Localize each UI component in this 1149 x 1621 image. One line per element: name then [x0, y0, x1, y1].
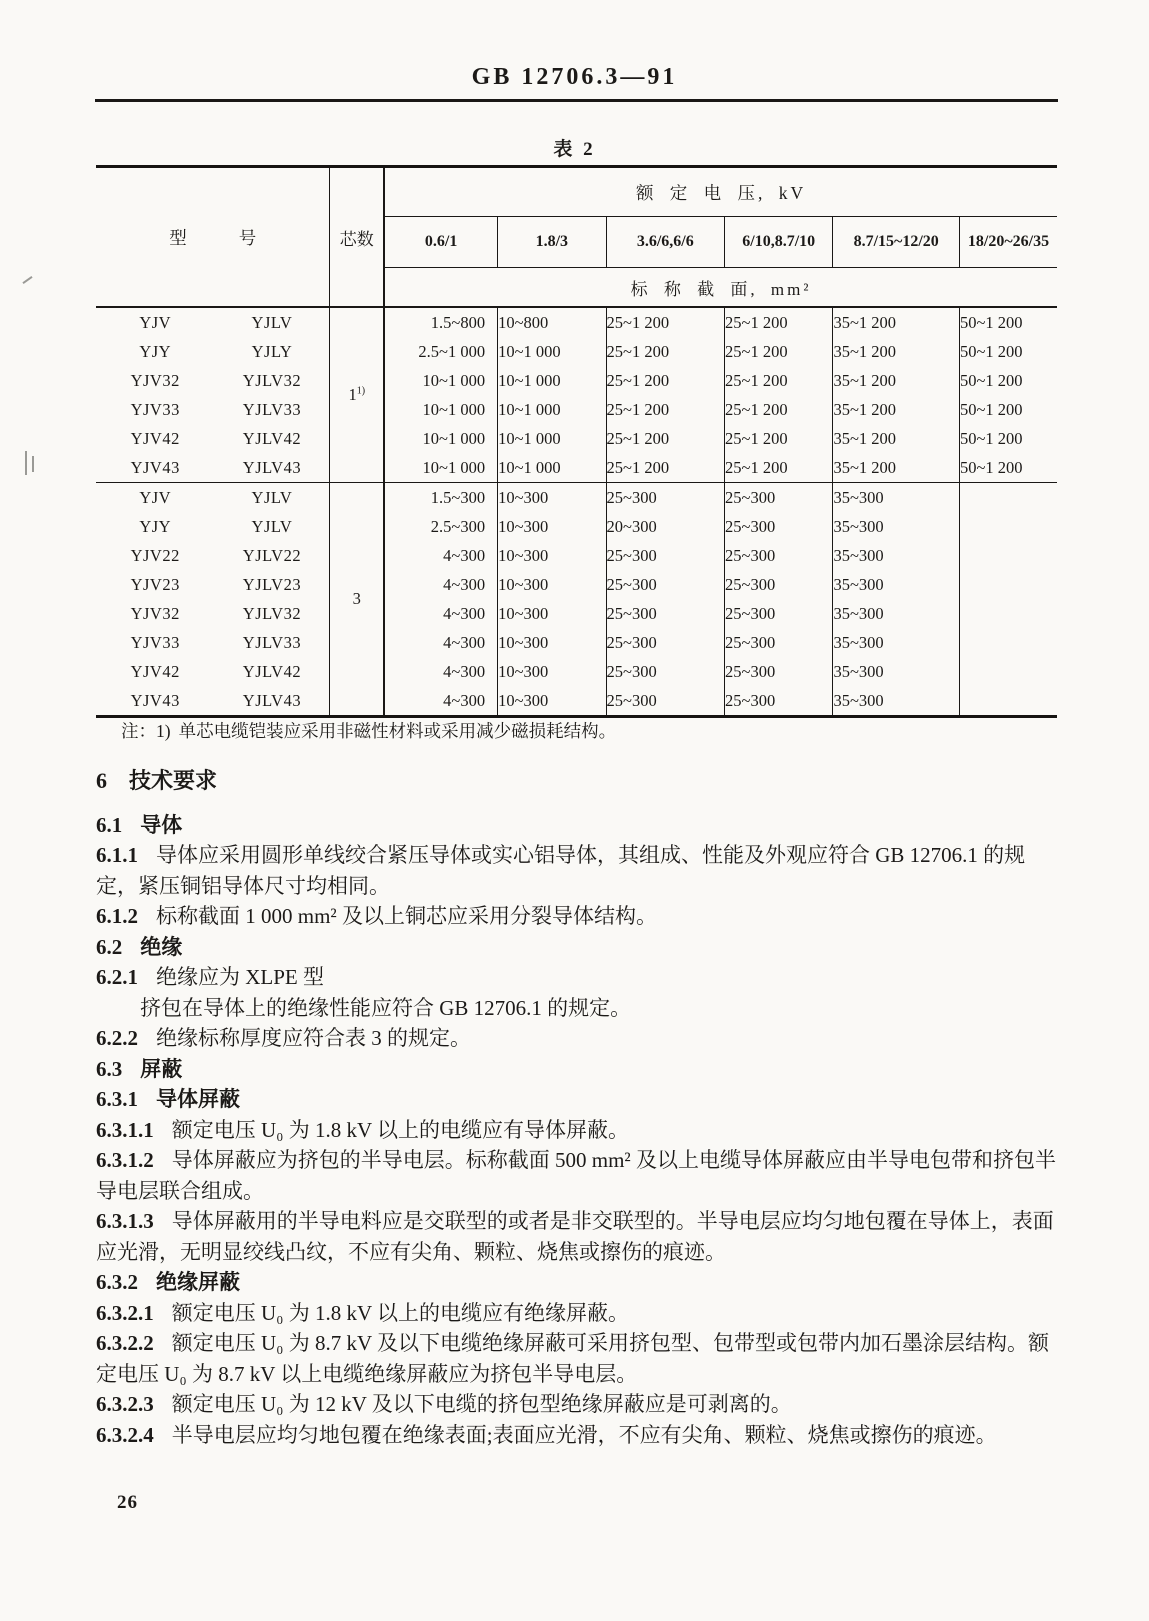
model-cell: YJV22	[130, 545, 180, 565]
value-cell: 4~300	[384, 570, 497, 599]
clause-paragraph	[96, 1115, 1059, 1146]
value-cell: 10~300	[498, 512, 606, 541]
clause-heading	[96, 1054, 1059, 1085]
value-cell	[959, 512, 1057, 541]
clause-number: 6	[96, 768, 107, 793]
value-cell: 50~1 200	[959, 337, 1057, 366]
cores-cell: 3	[330, 483, 384, 717]
value-cell: 25~1 200	[606, 366, 724, 395]
value-cell: 25~1 200	[725, 307, 833, 337]
value-cell: 10~1 000	[498, 337, 606, 366]
clause-number: 6.3	[96, 1056, 123, 1081]
value-cell: 25~300	[606, 570, 724, 599]
col-header-voltage: 6/10,8.7/10	[725, 217, 833, 268]
value-cell: 10~300	[498, 599, 606, 628]
clause-paragraph	[96, 993, 1059, 1024]
table-row	[96, 686, 1057, 717]
sections	[96, 752, 1059, 1450]
clause-number: 6.1.1	[96, 843, 138, 867]
value-cell: 10~800	[498, 307, 606, 337]
footnote-label: 注：1)	[121, 721, 171, 741]
clause-number: 6.3.2	[96, 1270, 138, 1294]
value-cell: 35~1 200	[833, 453, 960, 483]
value-cell: 35~300	[833, 570, 960, 599]
spec-table-wrapper	[96, 165, 1057, 718]
clause-number: 6.3.1	[96, 1087, 138, 1111]
clause-paragraph	[96, 840, 1059, 901]
value-cell: 25~1 200	[725, 366, 833, 395]
doc-number: GB 12706.3—91	[471, 64, 678, 90]
table-row	[96, 424, 1057, 453]
value-cell: 10~1 000	[384, 366, 497, 395]
clause-paragraph	[96, 1023, 1059, 1054]
spec-table	[96, 165, 1057, 718]
model-cell: YJLV	[251, 312, 293, 332]
value-cell: 25~300	[725, 483, 833, 513]
value-cell: 25~300	[725, 657, 833, 686]
value-cell: 35~1 200	[833, 337, 960, 366]
model-cell: YJLV42	[242, 661, 302, 681]
table-row	[96, 395, 1057, 424]
model-cell: YJV33	[130, 399, 180, 419]
table-row	[96, 307, 1057, 337]
value-cell: 50~1 200	[959, 366, 1057, 395]
clause-text: 绝缘应为 XLPE 型	[156, 965, 324, 989]
table-row	[96, 453, 1057, 483]
clause-heading	[96, 810, 1059, 841]
value-cell: 4~300	[384, 599, 497, 628]
scan-artifact	[32, 456, 34, 472]
value-cell: 35~300	[833, 541, 960, 570]
value-cell: 2.5~300	[384, 512, 497, 541]
value-cell: 20~300	[606, 512, 724, 541]
clause-text: 导体	[140, 812, 183, 837]
value-cell: 10~1 000	[498, 453, 606, 483]
model-cell: YJLV32	[242, 603, 302, 623]
page-number: 26	[117, 1492, 138, 1513]
value-cell	[959, 541, 1057, 570]
model-cell: YJLV22	[242, 545, 302, 565]
value-cell: 25~300	[725, 570, 833, 599]
value-cell: 10~300	[498, 541, 606, 570]
table-row	[96, 657, 1057, 686]
value-cell: 1.5~800	[384, 307, 497, 337]
value-cell	[959, 483, 1057, 513]
value-cell: 25~1 200	[606, 453, 724, 483]
clause-number: 6.2.2	[96, 1026, 138, 1050]
value-cell: 35~1 200	[833, 307, 960, 337]
clause-text: 额定电压 U₀ 为 1.8 kV 以上的电缆应有绝缘屏蔽。	[171, 1300, 630, 1325]
value-cell: 25~300	[725, 541, 833, 570]
value-cell: 25~300	[606, 599, 724, 628]
table-row	[96, 628, 1057, 657]
value-cell: 25~1 200	[606, 395, 724, 424]
value-cell: 35~300	[833, 686, 960, 717]
value-cell: 25~1 200	[725, 337, 833, 366]
clause-text: 绝缘屏蔽	[156, 1270, 240, 1294]
clause-number: 6.1.2	[96, 904, 138, 928]
value-cell: 35~300	[833, 599, 960, 628]
clause-text: 额定电压 U₀ 为 8.7 kV 及以下电缆绝缘屏蔽可采用挤包型、包带型或包带内加石墨涂层结构。额定电压 U₀ 为 8.7 kV 以上电缆绝缘屏蔽应为挤包半导电层。	[96, 1331, 1050, 1386]
model-cell: YJLV32	[242, 370, 302, 390]
value-cell	[959, 570, 1057, 599]
model-cell: YJV33	[130, 632, 180, 652]
model-cell: YJV	[96, 483, 214, 513]
value-cell: 35~1 200	[833, 395, 960, 424]
value-cell: 35~1 200	[833, 424, 960, 453]
clause-text: 标称截面 1 000 mm² 及以上铜芯应采用分裂导体结构。	[156, 904, 657, 928]
model-cell: YJV43	[130, 690, 180, 710]
model-cell: YJY	[139, 341, 172, 361]
section-heading	[96, 766, 1059, 797]
clause-text: 导体屏蔽应为挤包的半导电层。标称截面 500 mm² 及以上电缆导体屏蔽应由半导电包带和挤包半导电层联合组成。	[96, 1148, 1056, 1203]
value-cell: 25~300	[606, 657, 724, 686]
scan-artifact	[22, 276, 32, 284]
clause-number: 6.3.2.4	[96, 1422, 154, 1447]
value-cell: 50~1 200	[959, 395, 1057, 424]
clause-number: 6.3.2.1	[96, 1300, 154, 1325]
clause-number: 6.3.1.1	[96, 1117, 154, 1142]
model-header-right: 号	[238, 227, 257, 248]
value-cell: 25~300	[725, 599, 833, 628]
model-cell: YJV42	[130, 428, 180, 448]
clause-number: 6.1	[96, 812, 123, 837]
value-cell: 4~300	[384, 541, 497, 570]
footnote-text: 单芯电缆铠装应采用非磁性材料或采用减少磁损耗结构。	[178, 721, 617, 741]
clause-number: 6.3.1.2	[96, 1148, 154, 1172]
value-cell: 25~300	[606, 483, 724, 513]
model-cell: YJLV	[214, 483, 329, 513]
clause-number: 6.3.1.3	[96, 1209, 154, 1233]
clause-paragraph	[96, 1328, 1059, 1389]
clause-text: 额定电压 U₀ 为 12 kV 及以下电缆的挤包型绝缘屏蔽应是可剥离的。	[171, 1392, 792, 1416]
col-header-cores: 芯数	[330, 167, 384, 308]
clause-paragraph	[96, 1389, 1059, 1420]
clause-heading	[96, 932, 1059, 963]
table-row	[96, 512, 1057, 541]
value-cell: 4~300	[384, 657, 497, 686]
cores-cell: 1$^{1)}$	[330, 307, 384, 483]
value-cell: 10~1 000	[498, 395, 606, 424]
col-header-voltage: 3.6/6,6/6	[606, 217, 724, 268]
value-cell: 10~1 000	[384, 395, 497, 424]
scan-artifact	[25, 451, 27, 475]
model-cell: YJLY	[251, 341, 293, 361]
table-row	[96, 366, 1057, 395]
value-cell: 10~1 000	[384, 424, 497, 453]
value-cell: 25~300	[606, 628, 724, 657]
model-cell: YJLV43	[242, 690, 302, 710]
model-cell: YJLV23	[242, 574, 302, 594]
clause-text: 屏蔽	[140, 1056, 183, 1081]
value-cell	[959, 599, 1057, 628]
clause-text: 绝缘标称厚度应符合表 3 的规定。	[156, 1026, 471, 1050]
value-cell: 35~1 200	[833, 366, 960, 395]
model-cell: YJY	[139, 516, 172, 536]
clause-text: 挤包在导体上的绝缘性能应符合 GB 12706.1 的规定。	[140, 995, 632, 1020]
value-cell: 35~300	[833, 483, 960, 513]
col-header-model	[96, 167, 330, 308]
clause-paragraph	[96, 1420, 1059, 1451]
model-cell: YJV43	[130, 457, 180, 477]
value-cell: 1.5~300	[384, 483, 497, 513]
model-cell: YJV23	[130, 574, 180, 594]
value-cell: 50~1 200	[959, 424, 1057, 453]
value-cell	[959, 657, 1057, 686]
model-cell: YJLV43	[242, 457, 302, 477]
model-cell: YJLV33	[242, 399, 302, 419]
col-header-voltage: 0.6/1	[384, 217, 497, 268]
value-cell: 25~300	[725, 512, 833, 541]
model-cell: YJV32	[130, 370, 180, 390]
value-cell: 10~300	[498, 628, 606, 657]
table-row	[96, 599, 1057, 628]
model-cell: YJLV42	[242, 428, 302, 448]
value-cell: 25~1 200	[606, 337, 724, 366]
value-cell: 10~300	[498, 657, 606, 686]
value-cell: 25~1 200	[606, 307, 724, 337]
value-cell: 4~300	[384, 686, 497, 717]
value-cell: 50~1 200	[959, 453, 1057, 483]
table-row	[96, 337, 1057, 366]
clause-number: 6.2.1	[96, 965, 138, 989]
value-cell	[959, 686, 1057, 717]
value-cell: 25~1 200	[725, 395, 833, 424]
value-cell: 10~300	[498, 686, 606, 717]
value-cell: 10~300	[498, 570, 606, 599]
value-cell: 25~300	[606, 686, 724, 717]
clause-text: 绝缘	[140, 934, 183, 959]
col-header-voltage: 1.8/3	[498, 217, 606, 268]
model-cell: YJV	[139, 312, 172, 332]
table-header	[96, 167, 1057, 308]
value-cell: 10~1 000	[498, 366, 606, 395]
clause-text: 导体屏蔽	[156, 1087, 240, 1111]
model-cell: YJV42	[130, 661, 180, 681]
value-cell: 35~300	[833, 512, 960, 541]
value-cell: 35~300	[833, 657, 960, 686]
value-cell: 25~1 200	[725, 453, 833, 483]
value-cell: 10~1 000	[384, 453, 497, 483]
header-rule	[95, 99, 1058, 102]
clause-heading	[96, 1084, 1059, 1115]
value-cell: 25~300	[725, 628, 833, 657]
clause-text: 半导电层应均匀地包覆在绝缘表面;表面应光滑，不应有尖角、颗粒、烧焦或擦伤的痕迹。	[171, 1422, 997, 1447]
col-header-section-group: 标 称 截 面, mm²	[384, 268, 1057, 308]
value-cell: 10~1 000	[498, 424, 606, 453]
value-cell: 35~300	[833, 628, 960, 657]
value-cell: 4~300	[384, 628, 497, 657]
value-cell: 10~300	[498, 483, 606, 513]
value-cell: 2.5~1 000	[384, 337, 497, 366]
col-header-voltage: 8.7/15~12/20	[833, 217, 960, 268]
clause-paragraph	[96, 1206, 1059, 1267]
col-header-voltage-group: 额 定 电 压, kV	[384, 167, 1057, 217]
value-cell: 25~300	[606, 541, 724, 570]
model-cell: YJV32	[130, 603, 180, 623]
col-header-voltage: 18/20~26/35	[959, 217, 1057, 268]
clause-paragraph	[96, 1298, 1059, 1329]
table-body	[96, 307, 1057, 717]
table-row	[96, 541, 1057, 570]
clause-text: 技术要求	[129, 768, 218, 793]
table-title: 表 2	[553, 139, 596, 160]
model-cell: YJLV	[251, 516, 293, 536]
clause-number: 6.3.2.2	[96, 1331, 154, 1355]
table-row	[96, 570, 1057, 599]
value-cell: 25~1 200	[725, 424, 833, 453]
clause-heading	[96, 1267, 1059, 1298]
clause-text: 导体应采用圆形单线绞合紧压导体或实心铝导体，其组成、性能及外观应符合 GB 12706.1 的规定，紧压铜铝导体尺寸均相同。	[96, 843, 1026, 898]
table-footnote	[121, 718, 1021, 743]
clause-paragraph	[96, 901, 1059, 932]
model-header-left: 型	[169, 227, 187, 248]
clause-paragraph	[96, 1145, 1059, 1206]
clause-number: 6.2	[96, 934, 123, 959]
table-row	[96, 483, 1057, 513]
clause-number: 6.3.2.3	[96, 1392, 154, 1416]
value-cell: 25~300	[725, 686, 833, 717]
value-cell: 25~1 200	[606, 424, 724, 453]
model-cell: YJLV33	[242, 632, 302, 652]
clause-paragraph	[96, 962, 1059, 993]
value-cell	[959, 628, 1057, 657]
cores-footnote-ref: 1)	[356, 385, 366, 397]
value-cell: 50~1 200	[959, 307, 1057, 337]
header-row-top	[96, 167, 1057, 217]
clause-text: 导体屏蔽用的半导电料应是交联型的或者是非交联型的。半导电层应均匀地包覆在导体上，表面应光滑，无明显绞线凸纹，不应有尖角、颗粒、烧焦或擦伤的痕迹。	[96, 1209, 1054, 1264]
clause-text: 额定电压 U₀ 为 1.8 kV 以上的电缆应有导体屏蔽。	[171, 1117, 630, 1142]
